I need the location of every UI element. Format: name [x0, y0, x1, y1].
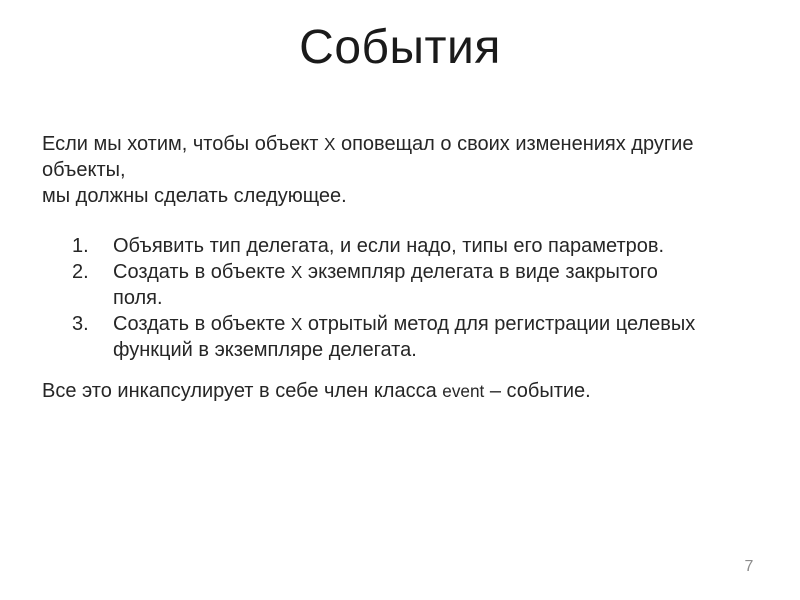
list-item-3-line-2: функций в экземпляре делегата. — [113, 339, 417, 361]
numbered-list — [72, 233, 712, 363]
list-item-1-text: Объявить тип делегата, и если надо, типы его параметров. — [113, 235, 665, 257]
slide-page-number: 7 — [744, 558, 754, 575]
list-item-3-line-1 — [113, 311, 712, 337]
list-item-3-latin-x: X — [290, 314, 303, 334]
slide-title: События — [299, 21, 501, 74]
outro-text-a: Все это инкапсулирует в себе член класса — [42, 380, 443, 402]
list-item-2-text-b: экземпляр делегата в виде закрытого поля. — [113, 261, 658, 309]
list-item-3-text — [113, 311, 712, 363]
list-item-3-text-a: Создать в объекте — [113, 313, 291, 335]
outro-text-b: – событие. — [484, 380, 591, 402]
list-item-2-number: 2. — [72, 261, 89, 283]
slide-body — [42, 131, 712, 404]
intro-line1-latin-x: X — [323, 134, 336, 154]
intro-paragraph — [42, 131, 712, 209]
list-item-3-text-b: отрытый метод для регистрации целевых — [302, 313, 696, 335]
outro-paragraph — [42, 378, 712, 404]
list-item-2-text-a: Создать в объекте — [113, 261, 291, 283]
list-item-1 — [72, 233, 712, 259]
intro-line-3: мы должны сделать следующее. — [42, 185, 347, 207]
intro-line-1 — [42, 131, 712, 157]
list-item-1-number: 1. — [72, 235, 89, 257]
intro-line1-text: Если мы хотим, чтобы объект — [42, 133, 324, 155]
list-item-3 — [72, 311, 712, 363]
outro-line — [42, 378, 712, 404]
list-item-3-number: 3. — [72, 313, 89, 335]
intro-line-2: объекты, — [42, 159, 126, 181]
list-item-2 — [72, 259, 712, 311]
list-item-2-latin-x: X — [290, 262, 303, 282]
list-item-2-text — [113, 259, 712, 311]
outro-latin-event: event — [442, 381, 485, 401]
intro-line1-text-cont: оповещал о своих изменениях другие — [335, 133, 694, 155]
